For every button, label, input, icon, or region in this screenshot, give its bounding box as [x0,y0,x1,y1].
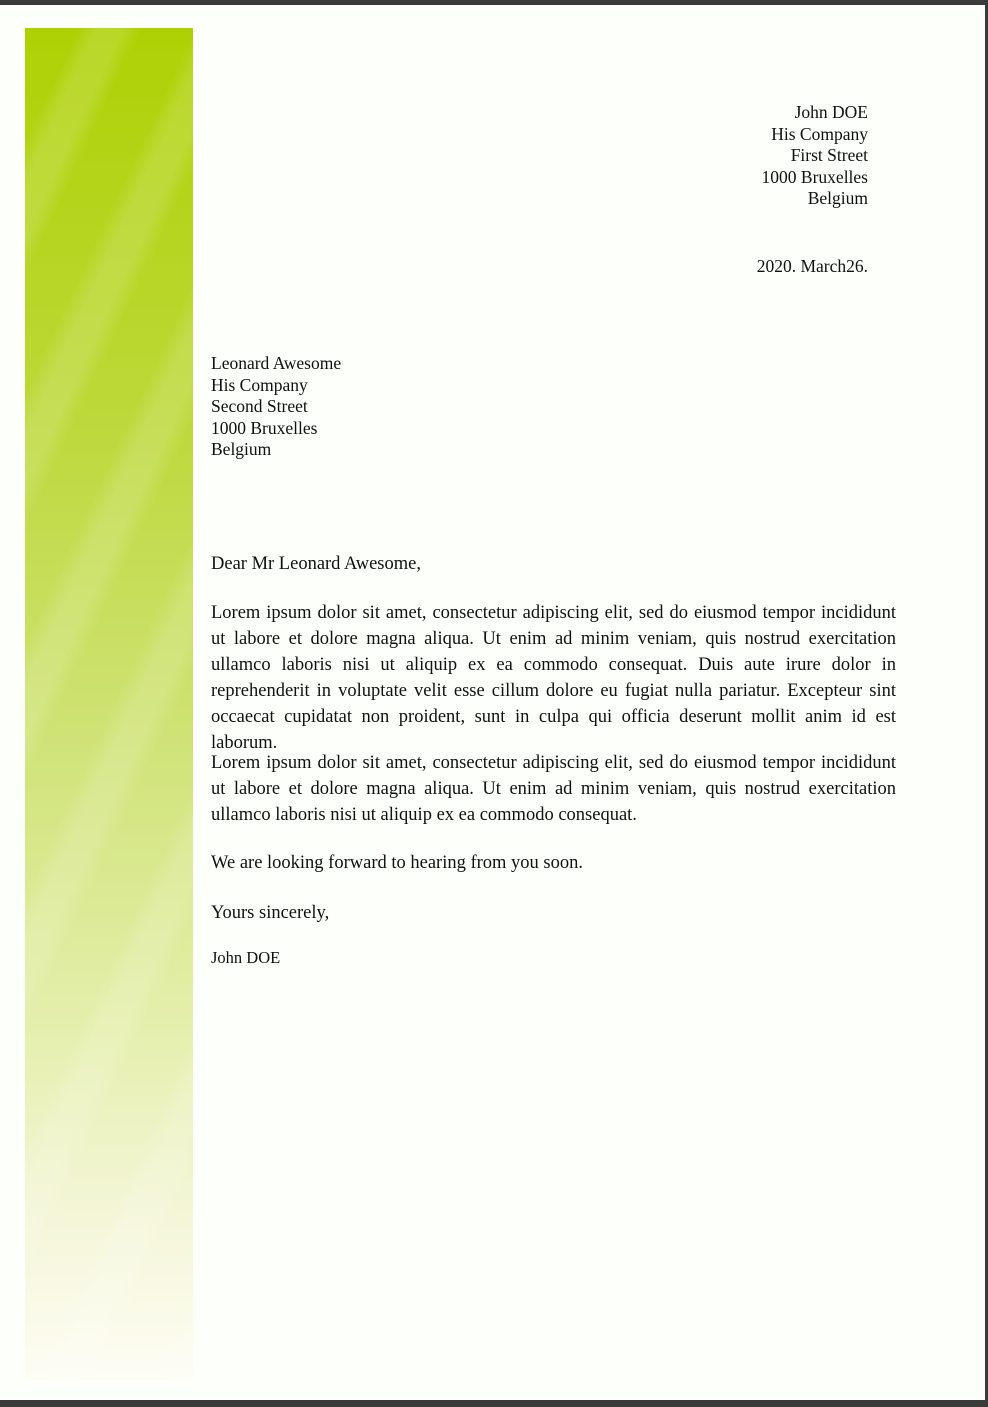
body-paragraph-1: Lorem ipsum dolor sit amet, consectetur adipiscing elit, sed do eiusmod tempor incididunt ut labore et dolore magna aliqua. Ut enim ad minim veniam, quis nostrud exercitation ullamco laboris nisi ut aliquip ex ea commodo consequat. Duis aute irure dolor in reprehenderit in voluptate velit esse cillum dolore eu fugiat nulla pariatur. Excepteur sint occaecat cupidatat non proident, sunt in culpa qui officia deserunt mollit anim id est laborum. [211,603,896,753]
closing-line: We are looking forward to hearing from you soon. [211,853,584,873]
valediction: Yours sincerely, [211,903,330,923]
sender-name: John DOE [794,102,868,122]
sender-country: Belgium [807,188,868,209]
salutation: Dear Mr Leonard Awesome, [211,554,421,574]
recipient-city: 1000 Bruxelles [211,417,318,438]
letter-content [211,0,896,1407]
sender-city: 1000 Bruxelles [761,166,868,187]
recipient-company: His Company [211,374,308,395]
sender-address-block [211,102,896,210]
letter-date: 2020. March26. [756,256,868,276]
body-paragraph-2: Lorem ipsum dolor sit amet, consectetur adipiscing elit, sed do eiusmod tempor incididunt ut labore et dolore magna aliqua. Ut enim ad minim veniam, quis nostrud exercitation ullamco laboris nisi ut aliquip ex ea commodo consequat. [211,753,896,825]
recipient-name: Leonard Awesome [211,353,342,373]
sender-company: His Company [771,123,868,144]
recipient-street: Second Street [211,396,308,417]
signature-name: John DOE [211,948,281,967]
recipient-address-block [211,353,341,461]
green-gradient-sidebar [25,28,193,1380]
recipient-country: Belgium [211,439,272,460]
sender-street: First Street [790,145,868,166]
